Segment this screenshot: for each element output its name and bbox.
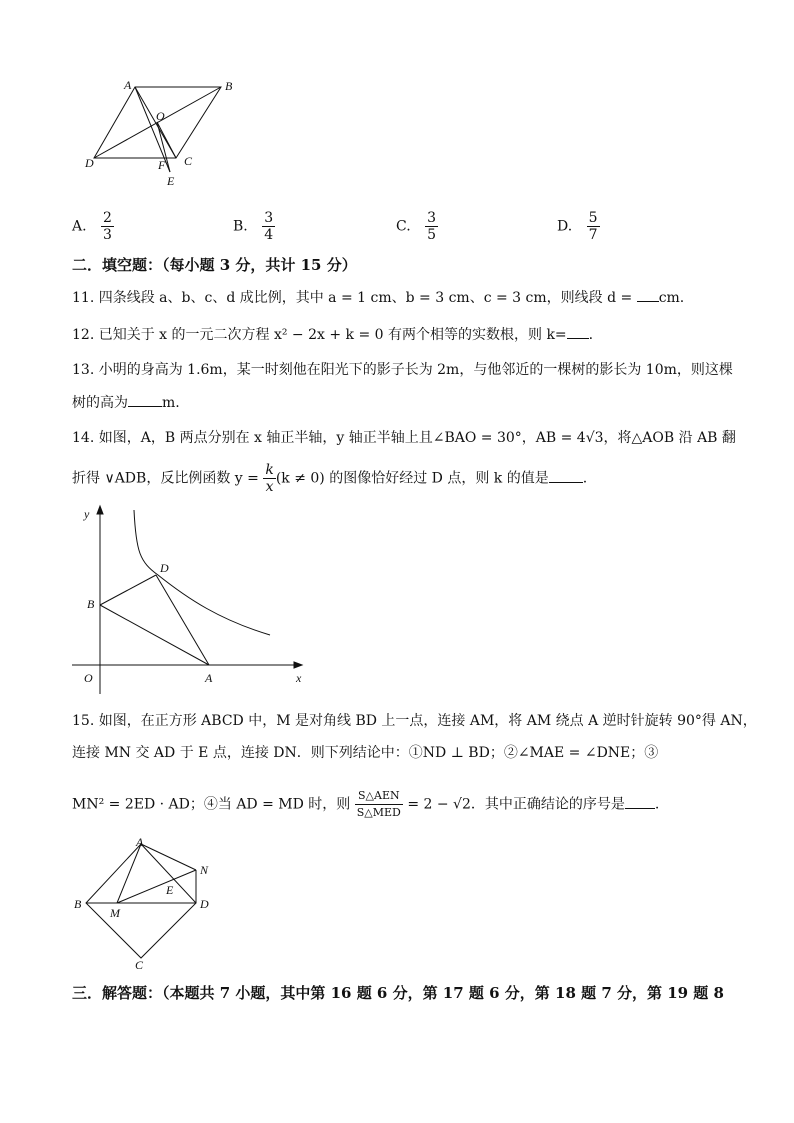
question-15-line1: 15. 如图，在正方形 ABCD 中，M 是对角线 BD 上一点，连接 AM，将 AM 绕点 A 逆时针旋转 90°得 AN， [72,713,757,729]
hyperbola-curve [134,510,270,635]
label-a: A [124,78,132,92]
label-y: y [84,507,90,521]
label-x: x [296,671,302,685]
parallelogram-figure [80,75,240,190]
segment-oc [157,122,176,158]
label-c: C [135,958,144,972]
label-c: C [184,154,193,168]
segment-an [141,844,196,870]
choice-c: C. $\frac{3}{5}$ [396,210,437,243]
label-m: M [110,906,120,920]
label-e: E [166,883,174,897]
section3-heading: 三．解答题：（本题共 7 小题，其中第 16 题 6 分，第 17 题 6 分，第 18 题 7 分，第 19 题 8 [72,984,724,1002]
label-b: B [87,597,95,611]
answer-blank-11 [637,287,659,302]
label-n: N [200,863,209,877]
answer-blank-13 [128,392,162,407]
label-o: O [84,671,93,685]
question-14-line2: 折得 ∨ADB，反比例函数 y = $\frac{k}{x}$ (k ≠ 0) 的图像恰好经过 D 点，则 k 的值是 . [72,462,588,495]
label-a: A [205,671,213,685]
question-15-line3: MN² = 2ED · AD；④当 AD = MD 时，则 $\frac{\text{S△AEN}}{\text{S△MED}}$ = 2 − √2．其中正确结论的序号是 . [72,789,660,819]
choice-b: B. $\frac{3}{4}$ [233,210,274,243]
question-13-line2: 树的高为 m. [72,392,180,412]
question-11: 11. 四条线段 a、b、c、d 成比例，其中 a = 1 cm、b = 3 cm、c = 3 cm，则线段 d = cm. [72,287,684,307]
square-figure [70,832,230,972]
segment-da [156,575,209,665]
label-e: E [167,174,175,188]
y-axis-arrow [97,506,103,514]
label-f: F [158,158,166,172]
square-abcd [86,844,196,958]
label-a: A [136,835,144,849]
label-b: B [225,79,233,93]
answer-blank-15 [625,794,655,809]
segment-bd [100,575,156,605]
label-d: D [85,156,94,170]
x-axis-arrow [294,662,302,668]
coordinate-figure [70,502,320,697]
answer-blank-14 [549,468,583,483]
choice-d: D. $\frac{5}{7}$ [557,210,598,243]
question-14-line1: 14. 如图，A，B 两点分别在 x 轴正半轴，y 轴正半轴上且∠BAO = 30°，AB = 4√3，将△AOB 沿 AB 翻 [72,430,736,446]
section2-heading: 二．填空题：（每小题 3 分，共计 15 分） [72,256,357,274]
question-13-line1: 13. 小明的身高为 1.6m，某一时刻他在阳光下的影子长为 2m，与他邻近的一棵树的影长为 10m，则这棵 [72,362,733,378]
question-12: 12. 已知关于 x 的一元二次方程 x² − 2x + k = 0 有两个相等的实数根，则 k= . [72,324,593,344]
label-o: O [156,109,165,123]
question-15-line2: 连接 MN 交 AD 于 E 点，连接 DN．则下列结论中：①ND ⊥ BD；②∠MAE = ∠DNE；③ [72,745,659,761]
label-d: D [160,561,169,575]
segment-ba [100,605,209,665]
label-d: D [200,897,209,911]
answer-blank-12 [567,324,589,339]
choice-a: A. $\frac{2}{3}$ [72,210,112,243]
label-b: B [74,897,82,911]
